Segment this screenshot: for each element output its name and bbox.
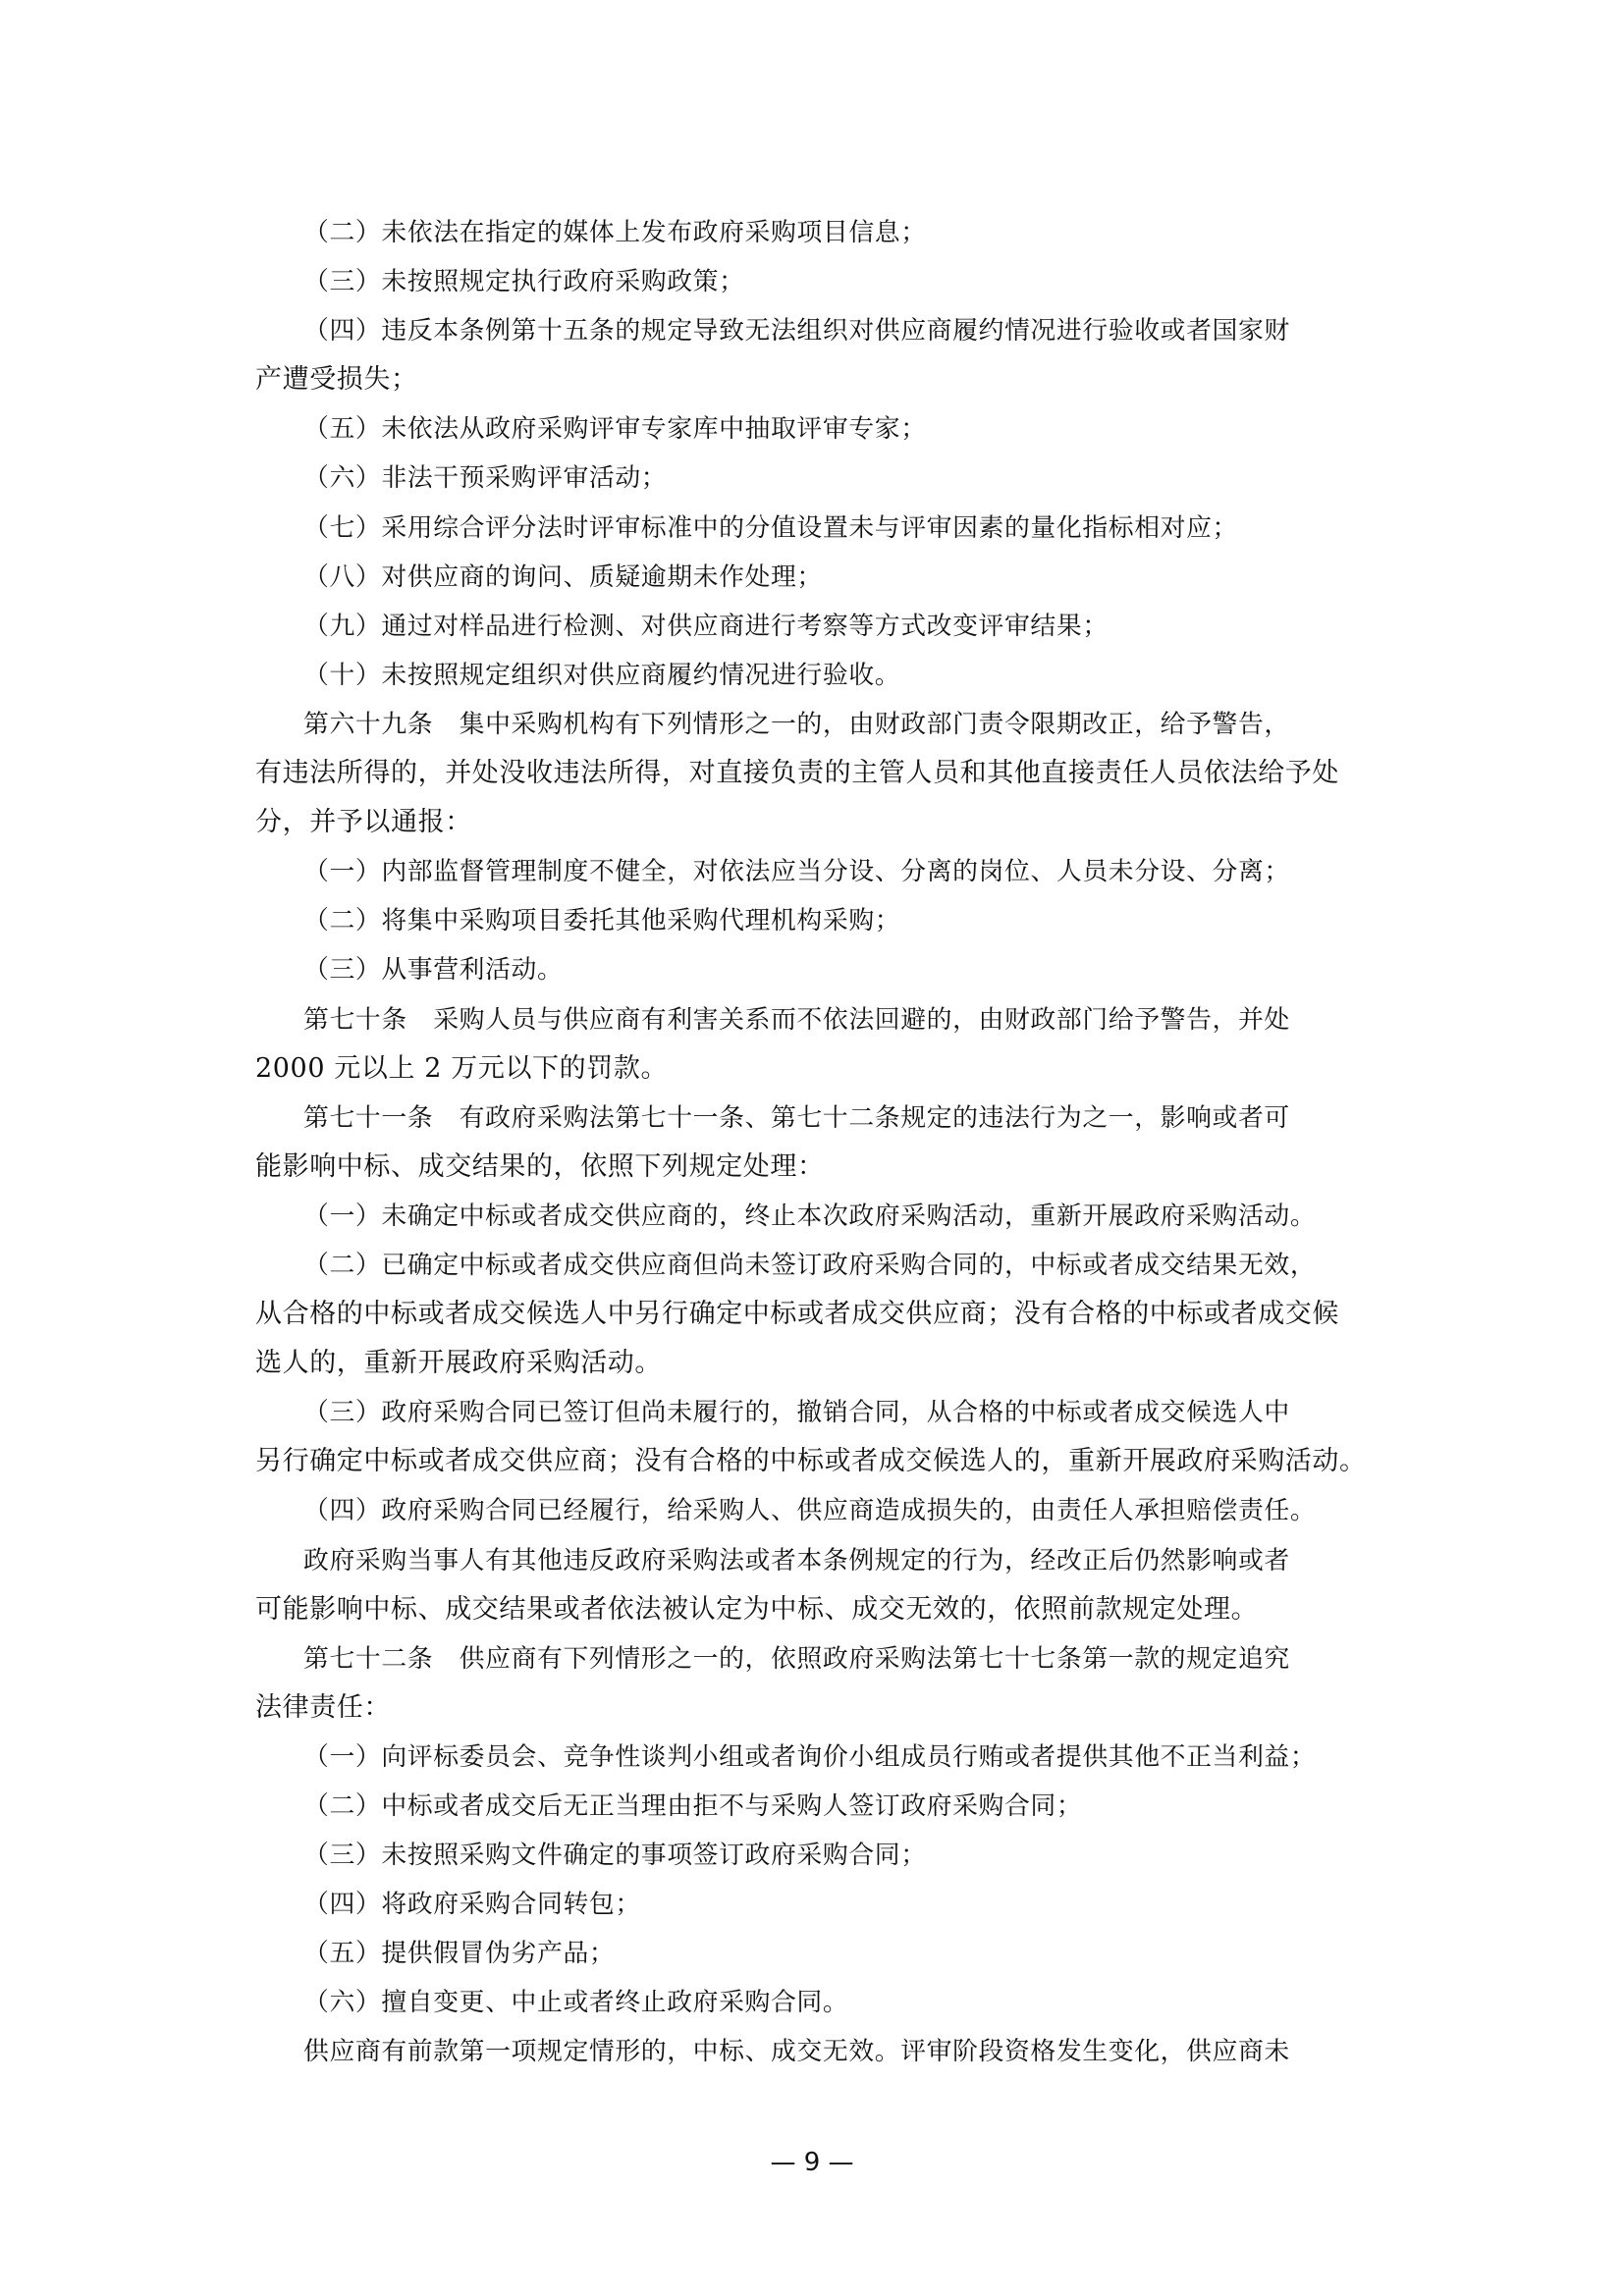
text-line: 另行确定中标或者成交供应商；没有合格的中标或者成交候选人的，重新开展政府采购活动。 <box>255 1446 1367 1477</box>
text-line: （五）未依法从政府采购评审专家库中抽取评审专家； <box>303 414 927 445</box>
text-line: 可能影响中标、成交结果或者依法被认定为中标、成交无效的，依照前款规定处理。 <box>255 1593 1259 1625</box>
text-line: （六）擅自变更、中止或者终止政府采购合同。 <box>303 1988 849 2018</box>
text-line: （一）内部监督管理制度不健全，对依法应当分设、分离的岗位、人员未分设、分离； <box>303 857 1290 887</box>
text-line: 第七十二条 供应商有下列情形之一的，依照政府采购法第七十七条第一款的规定追究 <box>303 1643 1290 1674</box>
text-line: （八）对供应商的询问、质疑逾期未作处理； <box>303 561 823 592</box>
text-line: （二）未依法在指定的媒体上发布政府采购项目信息； <box>303 218 927 247</box>
text-line: （十）未按照规定组织对供应商履约情况进行验收。 <box>303 660 901 690</box>
text-line: （九）通过对样品进行检测、对供应商进行考察等方式改变评审结果； <box>303 611 1109 641</box>
text-line: 第七十条 采购人员与供应商有利害关系而不依法回避的，由财政部门给予警告，并处 <box>303 1004 1290 1035</box>
text-line: 分，并予以通报： <box>255 807 472 838</box>
text-line: 有违法所得的，并处没收违法所得，对直接负责的主管人员和其他直接责任人员依法给予处 <box>255 758 1339 789</box>
text-line: （一）向评标委员会、竞争性谈判小组或者询价小组成员行贿或者提供其他不正当利益； <box>303 1741 1317 1772</box>
text-line: （三）从事营利活动。 <box>303 955 564 986</box>
text-line: （五）提供假冒伪劣产品； <box>303 1939 616 1969</box>
page-number: — 9 — <box>770 2148 854 2177</box>
text-line: （三）未按照采购文件确定的事项签订政府采购合同； <box>303 1841 927 1871</box>
text-line: （六）非法干预采购评审活动； <box>303 463 668 494</box>
text-line: （三）政府采购合同已签订但尚未履行的，撤销合同，从合格的中标或者成交候选人中 <box>303 1398 1290 1428</box>
text-line: （四）政府采购合同已经履行，给采购人、供应商造成损失的，由责任人承担赔偿责任。 <box>303 1496 1317 1526</box>
text-line: （二）已确定中标或者成交供应商但尚未签订政府采购合同的，中标或者成交结果无效， <box>303 1250 1317 1280</box>
text-line: （二）将集中采购项目委托其他采购代理机构采购； <box>303 906 901 936</box>
text-line: （一）未确定中标或者成交供应商的，终止本次政府采购活动，重新开展政府采购活动。 <box>303 1201 1317 1231</box>
text-line: （四）将政府采购合同转包； <box>303 1890 641 1920</box>
text-line: 第六十九条 集中采购机构有下列情形之一的，由财政部门责令限期改正，给予警告， <box>303 709 1290 739</box>
text-line: 政府采购当事人有其他违反政府采购法或者本条例规定的行为，经改正后仍然影响或者 <box>303 1545 1290 1575</box>
text-line: 法律责任： <box>255 1691 391 1723</box>
text-line: （四）违反本条例第十五条的规定导致无法组织对供应商履约情况进行验收或者国家财 <box>303 316 1290 347</box>
text-line: 供应商有前款第一项规定情形的，中标、成交无效。评审阶段资格发生变化，供应商未 <box>303 2037 1290 2067</box>
text-line: 从合格的中标或者成交候选人中另行确定中标或者成交供应商；没有合格的中标或者成交候 <box>255 1299 1339 1330</box>
text-line: 2000 元以上 2 万元以下的罚款。 <box>255 1052 669 1084</box>
document-body <box>255 208 1384 2077</box>
text-line: 产遭受损失； <box>255 364 418 396</box>
text-line: 选人的，重新开展政府采购活动。 <box>255 1348 662 1379</box>
text-line: 第七十一条 有政府采购法第七十一条、第七十二条规定的违法行为之一，影响或者可 <box>303 1102 1290 1133</box>
text-line: （七）采用综合评分法时评审标准中的分值设置未与评审因素的量化指标相对应； <box>303 512 1238 543</box>
text-line: （二）中标或者成交后无正当理由拒不与采购人签订政府采购合同； <box>303 1791 1083 1821</box>
text-line: （三）未按照规定执行政府采购政策； <box>303 267 745 297</box>
text-line: 能影响中标、成交结果的，依照下列规定处理： <box>255 1150 825 1182</box>
